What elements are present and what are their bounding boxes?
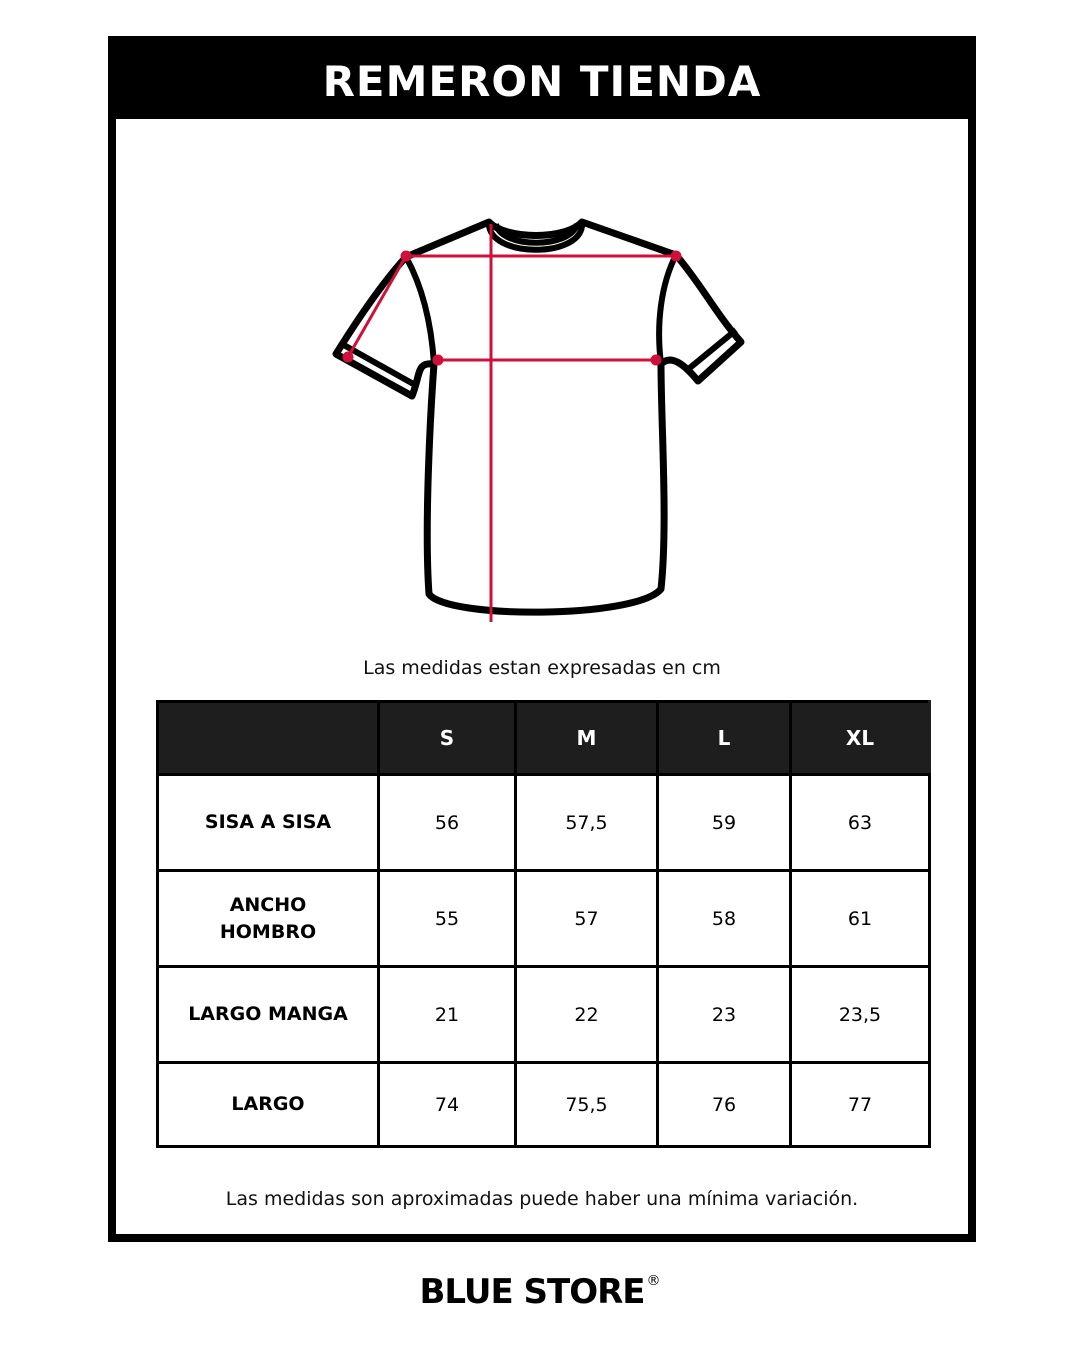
size-table bbox=[156, 700, 931, 1148]
registered-mark: ® bbox=[646, 1273, 661, 1289]
table-row bbox=[158, 967, 930, 1063]
disclaimer-note: Las medidas son aproximadas puede haber una mínima variación. bbox=[225, 1188, 859, 1210]
table-cell: 57 bbox=[516, 871, 658, 967]
table-cell: 57,5 bbox=[516, 775, 658, 871]
table-cell: 21 bbox=[379, 967, 516, 1063]
table-cell: 23,5 bbox=[791, 967, 930, 1063]
tshirt-measurement-icon bbox=[321, 204, 771, 634]
table-cell: 77 bbox=[791, 1063, 930, 1147]
table-cell: 61 bbox=[791, 871, 930, 967]
table-cell: 23 bbox=[658, 967, 791, 1063]
table-cell: 55 bbox=[379, 871, 516, 967]
row-label: LARGO MANGA bbox=[158, 967, 379, 1063]
row-label: ANCHO HOMBRO bbox=[158, 871, 379, 967]
corner-header-cell bbox=[158, 702, 379, 775]
table-cell: 59 bbox=[658, 775, 791, 871]
size-guide-card bbox=[108, 36, 976, 1242]
brand-logo bbox=[0, 1272, 1080, 1312]
units-note: Las medidas estan expresadas en cm bbox=[363, 657, 721, 679]
size-header-l: L bbox=[658, 702, 791, 775]
table-cell: 74 bbox=[379, 1063, 516, 1147]
size-header-m: M bbox=[516, 702, 658, 775]
size-header-s: S bbox=[379, 702, 516, 775]
table-cell: 58 bbox=[658, 871, 791, 967]
table-cell: 75,5 bbox=[516, 1063, 658, 1147]
row-label: SISA A SISA bbox=[158, 775, 379, 871]
table-row bbox=[158, 775, 930, 871]
table-cell: 56 bbox=[379, 775, 516, 871]
page-title: REMERON TIENDA bbox=[322, 57, 762, 106]
table-cell: 63 bbox=[791, 775, 930, 871]
size-header-xl: XL bbox=[791, 702, 930, 775]
brand-name: BLUE STORE bbox=[419, 1272, 645, 1312]
table-cell: 76 bbox=[658, 1063, 791, 1147]
size-header-row bbox=[158, 702, 930, 775]
table-row bbox=[158, 1063, 930, 1147]
table-cell: 22 bbox=[516, 967, 658, 1063]
row-label: LARGO bbox=[158, 1063, 379, 1147]
header-bar bbox=[116, 44, 968, 119]
table-row bbox=[158, 871, 930, 967]
